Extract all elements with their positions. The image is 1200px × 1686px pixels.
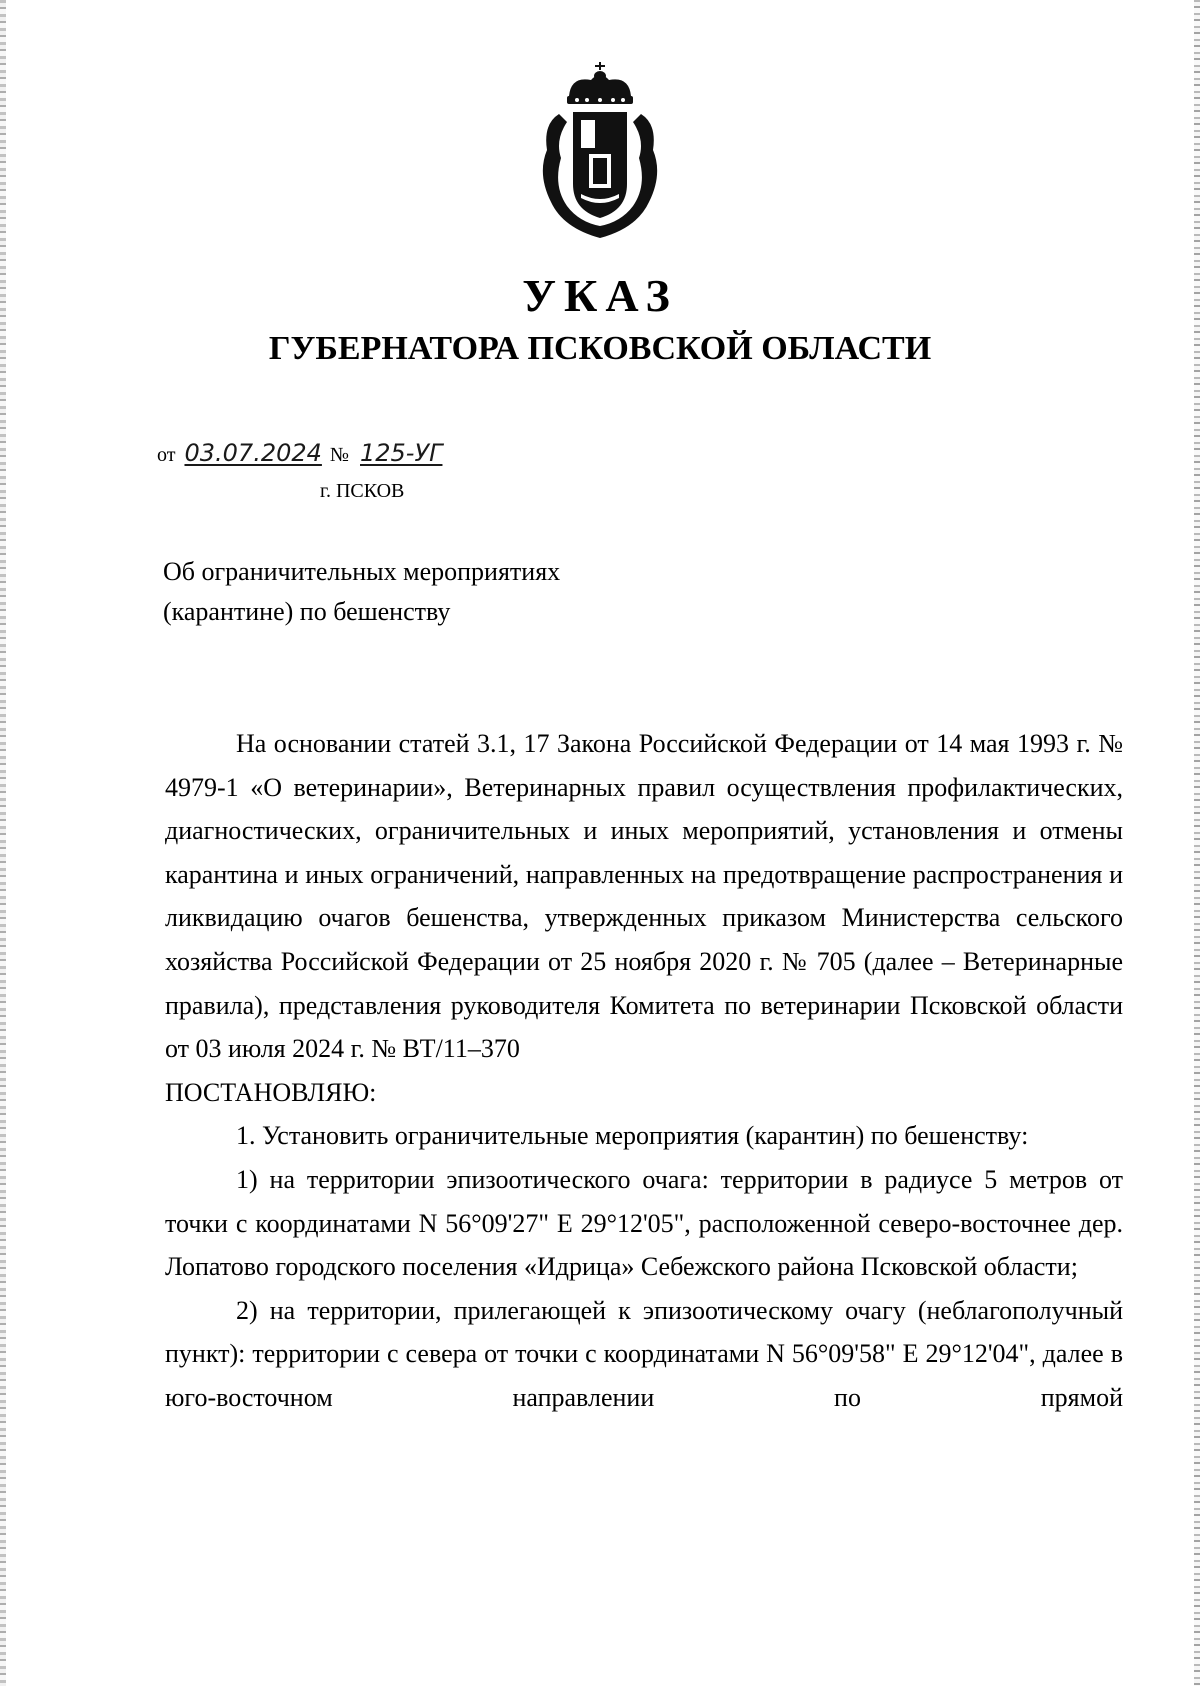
pskov-oblast-coat-of-arms-icon <box>529 62 671 242</box>
scan-edge-left <box>0 0 6 1686</box>
item-1-paragraph: 1. Установить ограничительные мероприятия (карантин) по бешенству: <box>236 1121 1029 1151</box>
subitem-1-paragraph: 1) на территории эпизоотического очага: территории в радиусе 5 метров от точки с координатами N 56°09'27" E 29°12'05", расположенной северо-восточнее дер. Лопатово городского поселения «Идрица» Себежского района Псковской области; <box>165 1164 1123 1282</box>
scan-edge-right <box>1194 0 1200 1686</box>
subitem-2-paragraph: 2) на территории, прилегающей к эпизоотическому очагу (неблагополучный пункт): территории с севера от точки с координатами N 56°09'58" E 29°12'04", далее в юго-восточном направлении по прямой <box>165 1295 1123 1412</box>
document-city: г. ПСКОВ <box>320 480 405 502</box>
subject-line-1: Об ограничительных мероприятиях <box>163 557 561 586</box>
document-subtitle: ГУБЕРНАТОРА ПСКОВСКОЙ ОБЛАСТИ <box>268 330 932 367</box>
document-body <box>165 722 1123 1420</box>
document-number: 125-УГ <box>360 439 443 467</box>
document-date: 03.07.2024 <box>184 439 322 467</box>
document-dateline <box>157 436 446 472</box>
subject-line-2: (карантине) по бешенству <box>163 597 451 626</box>
document-title: УКАЗ <box>522 270 678 321</box>
resolve-line: ПОСТАНОВЛЯЮ: <box>165 1077 377 1107</box>
date-prefix: от <box>157 444 176 466</box>
preamble-paragraph: На основании статей 3.1, 17 Закона Российской Федерации от 14 мая 1993 г. № 4979-1 «О ветеринарии», Ветеринарных правил осуществления профилактических, диагностических, ограничительных и иных мероприятий, установления и отмены карантина и иных ограничений, направленных на предотвращение распространения и ликвидацию очагов бешенства, утвержденных приказом Министерства сельского хозяйства Российской Федерации от 25 ноября 2020 г. № 705 (далее – Ветеринарные правила), представления руководителя Комитета по ветеринарии Псковской области от 03 июля 2024 г. № ВТ/11–370 <box>165 729 1123 1064</box>
document-subject <box>163 552 763 632</box>
number-sign: № <box>329 444 349 466</box>
